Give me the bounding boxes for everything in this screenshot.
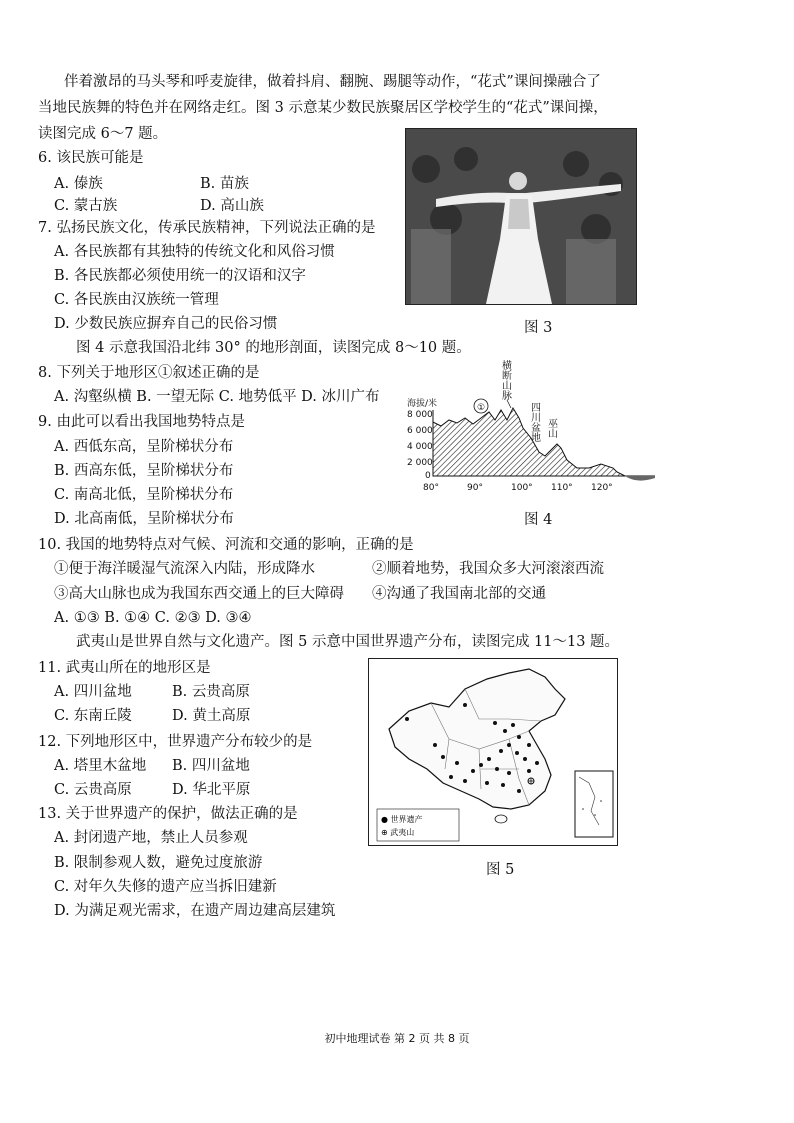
q9-option-c: C. 南高北低，呈阶梯状分布 — [54, 487, 234, 503]
q9-option-d: D. 北高南低，呈阶梯状分布 — [54, 511, 234, 527]
hainan — [495, 815, 507, 823]
figure-4-intro: 图 4 示意我国沿北纬 30° 的地形剖面，读图完成 8～10 题。 — [76, 340, 471, 356]
intro-line-3: 读图完成 6～7 题。 — [38, 126, 168, 142]
page-footer: 初中地理试卷 第 2 页 共 8 页 — [324, 1032, 470, 1045]
q6-option-d: D. 高山族 — [200, 198, 264, 214]
question-10: 10. 我国的地势特点对气候、河流和交通的影响，正确的是 — [38, 537, 414, 553]
q13-option-a: A. 封闭遗产地，禁止人员参观 — [54, 830, 248, 846]
question-7: 7. 弘扬民族文化，传承民族精神，下列说法正确的是 — [38, 220, 376, 236]
q9-option-a: A. 西低东高，呈阶梯状分布 — [54, 439, 234, 455]
q11-option-a: A. 四川盆地 — [54, 684, 132, 700]
q13-option-b: B. 限制参观人数，避免过度旅游 — [54, 855, 263, 871]
x-tick: 110° — [551, 483, 573, 493]
q13-option-d: D. 为满足观光需求，在遗产周边建高层建筑 — [54, 903, 336, 919]
x-tick: 80° — [423, 483, 439, 493]
q10-statement-3: ③高大山脉也成为我国东西交通上的巨大障碍 — [54, 586, 344, 602]
region-1-label: ① — [477, 403, 486, 413]
q12-option-a: A. 塔里木盆地 — [54, 758, 147, 774]
q6-option-a: A. 傣族 — [54, 176, 103, 192]
y-tick: 6 000 — [407, 426, 433, 436]
x-tick: 90° — [467, 483, 483, 493]
q10-statement-2: ②顺着地势，我国众多大河滚滚西流 — [372, 561, 604, 577]
mountain-label: 横断山脉 — [499, 360, 511, 400]
figure-4-terrain-profile — [405, 360, 655, 510]
y-tick: 2 000 — [407, 458, 433, 468]
q13-option-c: C. 对年久失修的遗产应当拆旧建新 — [54, 879, 277, 895]
intro-line-1: 伴着激昂的马头琴和呼麦旋律，做着抖肩、翻腕、踢腿等动作，“花式”课间操融合了 — [64, 74, 601, 90]
y-tick: 4 000 — [407, 442, 433, 452]
south-sea-inset — [575, 771, 613, 837]
q11-option-d: D. 黄土高原 — [172, 708, 251, 724]
y-tick: 0 — [425, 471, 431, 481]
figure-5-caption: 图 5 — [486, 862, 515, 878]
x-tick: 100° — [511, 483, 533, 493]
question-9: 9. 由此可以看出我国地势特点是 — [38, 414, 245, 430]
q10-options: A. ①③ B. ①④ C. ②③ D. ③④ — [54, 610, 252, 626]
q12-option-b: B. 四川盆地 — [172, 758, 250, 774]
q9-option-b: B. 西高东低，呈阶梯状分布 — [54, 463, 234, 479]
q6-option-b: B. 苗族 — [200, 176, 249, 192]
q11-option-b: B. 云贵高原 — [172, 684, 250, 700]
q6-option-c: C. 蒙古族 — [54, 198, 118, 214]
sea-area — [625, 476, 655, 481]
basin-label: 四川盆地 — [528, 402, 540, 442]
figure-5-intro: 武夷山是世界自然与文化遗产。图 5 示意中国世界遗产分布，读图完成 11～13 题。 — [76, 634, 620, 650]
q8-options: A. 沟壑纵横 B. 一望无际 C. 地势低平 D. 冰川广布 — [54, 389, 380, 405]
question-12: 12. 下列地形区中，世界遗产分布较少的是 — [38, 734, 313, 750]
figure-5-heritage-map — [368, 658, 618, 846]
question-11: 11. 武夷山所在的地形区是 — [38, 660, 211, 676]
figure-4-caption: 图 4 — [524, 512, 553, 528]
q7-option-b: B. 各民族都必须使用统一的汉语和汉字 — [54, 268, 306, 284]
q7-option-a: A. 各民族都有其独特的传统文化和风俗习惯 — [54, 244, 335, 260]
q11-option-c: C. 东南丘陵 — [54, 708, 132, 724]
x-tick: 120° — [591, 483, 613, 493]
q12-option-c: C. 云贵高原 — [54, 782, 132, 798]
y-tick: 8 000 — [407, 410, 433, 420]
q7-option-c: C. 各民族由汉族统一管理 — [54, 292, 219, 308]
q10-statement-1: ①便于海洋暖湿气流深入内陆，形成降水 — [54, 561, 315, 577]
legend-heritage: ● 世界遗产 — [381, 815, 423, 824]
china-outline — [389, 669, 565, 809]
question-6: 6. 该民族可能是 — [38, 150, 144, 166]
question-13: 13. 关于世界遗产的保护，做法正确的是 — [38, 806, 298, 822]
wushan-label: 巫山 — [545, 418, 557, 438]
q10-statement-4: ④沟通了我国南北部的交通 — [372, 586, 546, 602]
figure-3-photo — [405, 128, 637, 305]
q7-option-d: D. 少数民族应摒弃自己的民俗习惯 — [54, 316, 278, 332]
q12-option-d: D. 华北平原 — [172, 782, 251, 798]
intro-line-2: 当地民族舞的特色并在网络走红。图 3 示意某少数民族聚居区学校学生的“花式”课间操， — [38, 100, 608, 116]
figure-3-caption: 图 3 — [524, 320, 553, 336]
question-8: 8. 下列关于地形区①叙述正确的是 — [38, 365, 260, 381]
y-axis-label: 海拔/米 — [407, 399, 438, 409]
legend-wuyishan: ⊕ 武夷山 — [381, 828, 415, 837]
